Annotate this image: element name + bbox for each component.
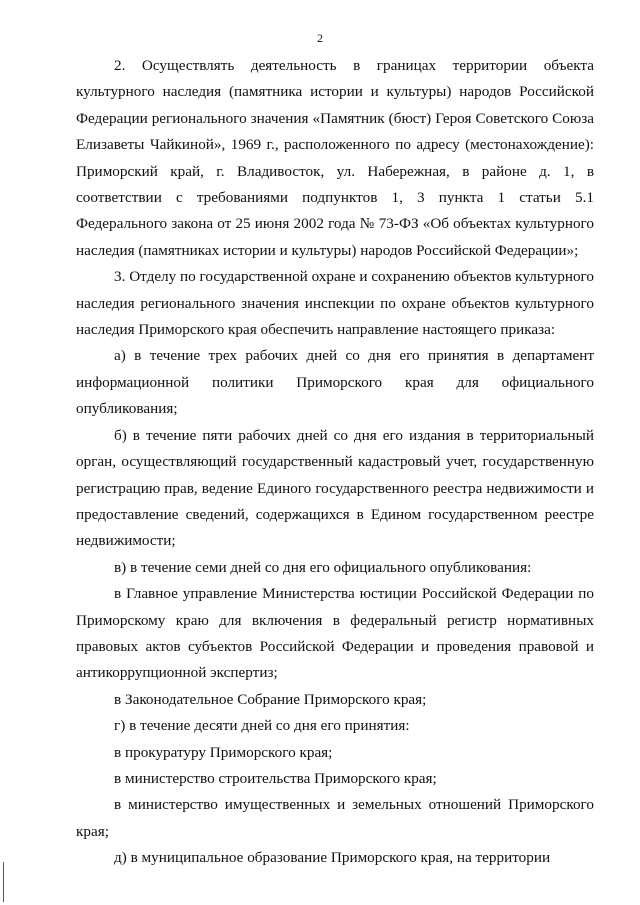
subitem-a: а) в течение трех рабочих дней со дня его принятия в департамент информационной политики Приморского края для официального опубликования;: [76, 347, 594, 418]
recipient-prosecutor-office: в прокуратуру Приморского края;: [114, 743, 333, 761]
subitem-g: г) в течение десяти дней со дня его принятия:: [114, 717, 410, 735]
document-body: [76, 53, 594, 872]
recipient-legislative-assembly: в Законодательное Собрание Приморского края;: [114, 690, 427, 708]
page-number: 2: [317, 31, 323, 45]
scan-edge-mark: [3, 862, 4, 902]
recipient-property-ministry: в министерство имущественных и земельных отношений Приморского края;: [76, 796, 594, 840]
subitem-v: в) в течение семи дней со дня его официального опубликования:: [114, 558, 532, 576]
recipient-construction-ministry: в министерство строительства Приморского края;: [114, 769, 437, 787]
paragraph-item-3: 3. Отделу по государственной охране и сохранению объектов культурного наследия регионального значения инспекции по охране объектов культурного наследия Приморского края обеспечить направление настоящего приказа:: [76, 268, 594, 339]
subitem-d: д) в муниципальное образование Приморского края, на территории: [114, 849, 551, 867]
recipient-ministry-of-justice: в Главное управление Министерства юстиции Российской Федерации по Приморскому краю для включения в федеральный регистр нормативных правовых актов субъектов Российской Федерации и проведения правовой и антикоррупционной экспертиз;: [76, 585, 594, 682]
paragraph-item-2: 2. Осуществлять деятельность в границах территории объекта культурного наследия (памятника истории и культуры) народов Российской Федерации регионального значения «Памятник (бюст) Героя Советского Союза Елизаветы Чайкиной», 1969 г., расположенного по адресу (местонахождение): Приморский край, г. Владивосток, ул. Набережная, в районе д. 1, в соответствии с требованиями подпунктов 1, 3 пункта 1 статьи 5.1 Федерального закона от 25 июня 2002 года № 73-ФЗ «Об объектах культурного наследия (памятниках истории и культуры) народов Российской Федерации»;: [76, 57, 594, 259]
subitem-b: б) в течение пяти рабочих дней со дня его издания в территориальный орган, осуществляющий государственный кадастровый учет, государственную регистрацию прав, ведение Единого государственного реестра недвижимости и предоставление сведений, содержащихся в Едином государственном реестре недвижимости;: [76, 426, 594, 550]
